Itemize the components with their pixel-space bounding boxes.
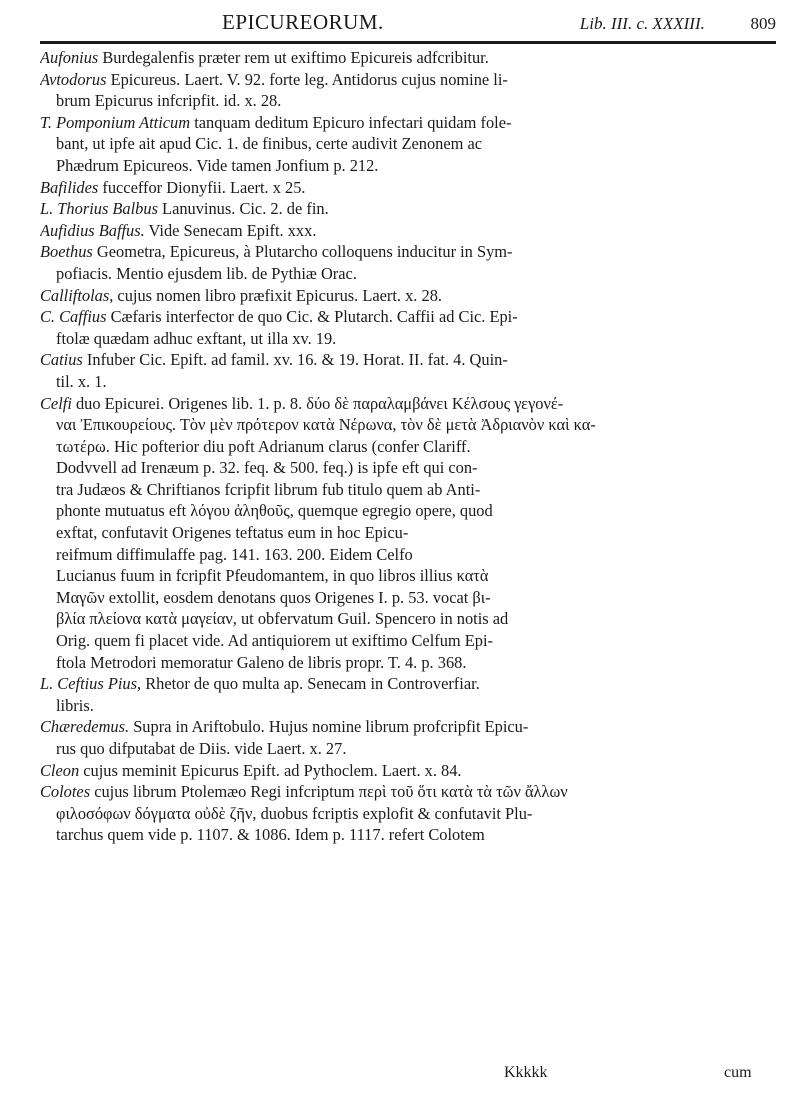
text-line bbox=[40, 457, 774, 479]
text-line bbox=[40, 824, 774, 846]
text-line bbox=[40, 500, 774, 522]
line-text: cujus nomen libro præfixit Epicurus. Laert. x. 28. bbox=[113, 285, 442, 305]
line-text: duo Epicurei. Origenes lib. 1. p. 8. δύο δὲ παραλαμβάνει Κέλσους γεγονέ- bbox=[71, 393, 564, 413]
text-line bbox=[40, 90, 774, 112]
text-line bbox=[40, 803, 774, 825]
line-text: ftola Metrodori memoratur Galeno de libris propr. T. 4. p. 368. bbox=[56, 652, 467, 672]
entry-heading: Cleon bbox=[40, 760, 80, 780]
text-line bbox=[40, 565, 774, 587]
text-line bbox=[40, 112, 774, 134]
line-text: Cæfaris interfector de quo Cic. & Plutarch. Caffii ad Cic. Epi- bbox=[106, 307, 518, 327]
text-line bbox=[40, 738, 774, 760]
text-line bbox=[40, 436, 774, 458]
line-text: bant, ut ipfe ait apud Cic. 1. de finibus, certe audivit Zenonem ac bbox=[56, 134, 483, 154]
text-line bbox=[40, 306, 774, 328]
line-text: Geometra, Epicureus, à Plutarcho colloquens inducitur in Sym- bbox=[92, 242, 513, 262]
text-line bbox=[40, 652, 774, 674]
line-text: Supra in Ariftobulo. Hujus nomine librum profcripfit Epicu- bbox=[129, 717, 529, 737]
text-line bbox=[40, 673, 774, 695]
entry-heading: Celfi bbox=[40, 393, 72, 413]
text-line bbox=[40, 47, 774, 69]
line-text: Vide Senecam Epift. xxx. bbox=[144, 220, 317, 240]
line-text: tra Judæos & Chriftianos fcripfit librum fub titulo quem ab Anti- bbox=[56, 479, 481, 499]
text-line bbox=[40, 177, 774, 199]
text-line bbox=[40, 198, 774, 220]
text-line bbox=[40, 414, 774, 436]
line-text: φιλοσόφων δόγματα οὐδὲ ζῆν, duobus fcriptis explofit & confutavit Plu- bbox=[56, 803, 533, 823]
line-text: tanquam deditum Epicuro infectari quidam fole- bbox=[190, 112, 512, 132]
running-title: EPICUREORUM. bbox=[222, 10, 384, 34]
line-text: brum Epicurus infcripfit. id. x. 28. bbox=[56, 91, 282, 111]
line-text: Lanuvinus. Cic. 2. de fin. bbox=[157, 199, 329, 219]
text-line bbox=[40, 220, 774, 242]
text-line bbox=[40, 630, 774, 652]
text-line bbox=[40, 241, 774, 263]
line-text: libris. bbox=[56, 695, 94, 715]
line-text: Dodvvell ad Irenæum p. 32. feq. & 500. feq.) is ipfe eft qui con- bbox=[56, 458, 478, 478]
entry-heading: Aufidius Baffus. bbox=[40, 220, 145, 240]
entry-heading: Boethus bbox=[40, 242, 93, 262]
book-chapter-reference: Lib. III. c. XXXIII. bbox=[579, 14, 705, 33]
line-text: rus quo difputabat de Diis. vide Laert. x. 27. bbox=[56, 739, 347, 758]
line-text: phonte mutuatus eft λόγου ἀληθοῦς, quemque egregio opere, quod bbox=[56, 501, 493, 521]
text-line bbox=[40, 716, 774, 738]
text-line bbox=[40, 155, 774, 177]
text-line bbox=[40, 760, 774, 782]
text-body bbox=[40, 47, 774, 846]
line-text: Phædrum Epicureos. Vide tamen Jonfium p. 212. bbox=[56, 155, 379, 175]
catchword: cum bbox=[724, 1064, 752, 1081]
line-text: βλία πλείονα κατὰ μαγείαν, ut obfervatum Guil. Spencero in notis ad bbox=[56, 609, 509, 629]
entry-heading: Colotes bbox=[40, 782, 91, 802]
text-line bbox=[40, 328, 774, 350]
entry-heading: C. Caffius bbox=[40, 307, 107, 327]
text-line bbox=[40, 522, 774, 544]
entry-heading: Chæredemus. bbox=[40, 717, 130, 737]
entry-heading: Catius bbox=[40, 350, 83, 370]
entry-heading: Avtodorus bbox=[40, 69, 107, 89]
line-text: τωτέρω. Hic pofterior diu poft Adrianum clarus (confer Clariff. bbox=[56, 436, 471, 456]
text-line bbox=[40, 479, 774, 501]
text-line bbox=[40, 371, 774, 393]
line-text: til. x. 1. bbox=[56, 371, 107, 391]
line-text: Burdegalenfis præter rem ut exiftimo Epicureis adfcribitur. bbox=[98, 48, 489, 67]
entry-heading: Bafilides bbox=[40, 177, 99, 197]
line-text: cujus meminit Epicurus Epift. ad Pythoclem. Laert. x. 84. bbox=[79, 760, 462, 780]
text-line bbox=[40, 285, 774, 307]
entry-heading: Calliftolas, bbox=[40, 285, 114, 305]
line-text: Lucianus fuum in fcripfit Pfeudomantem, in quo libros illius κατὰ bbox=[56, 566, 489, 586]
line-text: pofiacis. Mentio ejusdem lib. de Pythiæ Orac. bbox=[56, 263, 357, 283]
entry-heading: T. Pomponium Atticum bbox=[40, 112, 191, 132]
entry-heading: L. Ceftius Pius, bbox=[40, 674, 142, 694]
text-line bbox=[40, 69, 774, 91]
text-line bbox=[40, 544, 774, 566]
line-text: Μαγῶν extollit, eosdem denotans quos Origenes I. p. 53. vocat βι- bbox=[56, 587, 491, 607]
entry-heading: L. Thorius Balbus bbox=[40, 199, 158, 219]
text-line bbox=[40, 608, 774, 630]
line-text: cujus librum Ptolemæo Regi infcriptum περὶ τοῦ ὅτι κατὰ τὰ τῶν ἄλλων bbox=[90, 782, 568, 802]
line-text: ναι Ἐπικουρείους. Τὸν μὲν πρότερον κατὰ Νέρωνα, τὸν δὲ μετὰ Ἀδριανὸν καὶ κα- bbox=[56, 415, 596, 435]
page-header bbox=[40, 10, 776, 44]
text-line bbox=[40, 133, 774, 155]
line-text: Epicureus. Laert. V. 92. forte leg. Antidorus cujus nomine li- bbox=[106, 69, 508, 89]
signature-mark: Kkkkk bbox=[504, 1064, 548, 1081]
text-line bbox=[40, 263, 774, 285]
text-line bbox=[40, 393, 774, 415]
text-line bbox=[40, 781, 774, 803]
text-line bbox=[40, 349, 774, 371]
line-text: Rhetor de quo multa ap. Senecam in Controverfiar. bbox=[141, 674, 480, 694]
line-text: fucceffor Dionyfii. Laert. x 25. bbox=[98, 177, 306, 197]
text-line bbox=[40, 587, 774, 609]
page-number: 809 bbox=[750, 14, 776, 33]
entry-heading: Aufonius bbox=[40, 48, 99, 67]
line-text: tarchus quem vide p. 1107. & 1086. Idem p. 1117. refert Colotem bbox=[56, 825, 485, 845]
text-line bbox=[40, 695, 774, 717]
line-text: ftolæ quædam adhuc exftant, ut illa xv. 19. bbox=[56, 328, 337, 348]
line-text: Infuber Cic. Epift. ad famil. xv. 16. & 19. Horat. II. fat. 4. Quin- bbox=[82, 350, 508, 370]
line-text: reifmum diffimulaffe pag. 141. 163. 200. Eidem Celfo bbox=[56, 544, 413, 564]
line-text: Orig. quem fi placet vide. Ad antiquiorem ut exiftimo Celfum Epi- bbox=[56, 631, 493, 651]
line-text: exftat, confutavit Origenes teftatus eum in hoc Epicu- bbox=[56, 523, 409, 543]
